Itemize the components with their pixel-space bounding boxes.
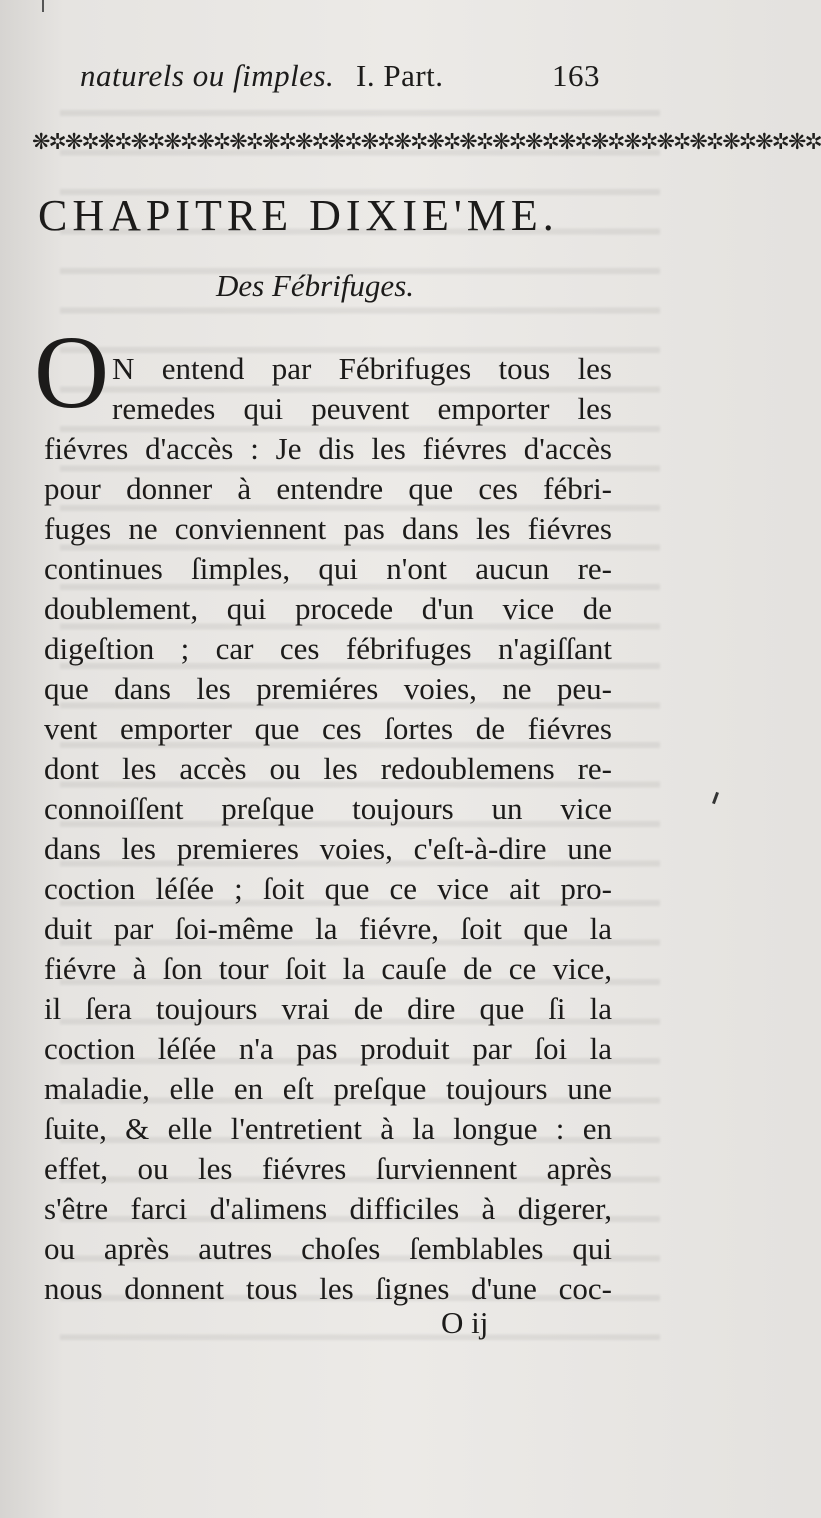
- text-line: vent emporter que ces ſortes de fiévres: [44, 711, 612, 746]
- text-line: ou après autres choſes ſemblables qui: [44, 1231, 612, 1266]
- text-line: dont les accès ou les redoublemens re-: [44, 751, 612, 786]
- chapter-title: CHAPITRE DIXIE'ME.: [38, 191, 559, 240]
- text-line: duit par ſoi-même la fiévre, ſoit que la: [44, 911, 612, 946]
- signature-mark: O ij: [441, 1305, 489, 1340]
- text-line: connoiſſent preſque toujours un vice: [44, 791, 612, 826]
- text-line: s'être farci d'alimens difficiles à digerer,: [44, 1191, 612, 1226]
- page-mark: [42, 0, 44, 12]
- text-line: que dans les premiéres voies, ne peu-: [44, 671, 612, 706]
- text-line: dans les premieres voies, c'eſt-à-dire une: [44, 831, 612, 866]
- running-head: [80, 48, 600, 98]
- text-line: effet, ou les fiévres ſurviennent après: [44, 1151, 612, 1186]
- running-head-part: I. Part.: [356, 58, 444, 93]
- running-head-title: naturels ou ſimples.: [80, 58, 335, 93]
- text-line: maladie, elle en eſt preſque toujours une: [44, 1071, 612, 1106]
- text-line: coction léſée ; ſoit que ce vice ait pro-: [44, 871, 612, 906]
- text-line: il ſera toujours vrai de dire que ſi la: [44, 991, 612, 1026]
- text-line: N entend par Fébrifuges tous les: [112, 351, 612, 386]
- drop-cap: O: [34, 315, 110, 430]
- text-line: pour donner à entendre que ces fébri-: [44, 471, 612, 506]
- chapter-subtitle: Des Fébrifuges.: [215, 268, 415, 303]
- text-line: fuges ne conviennent pas dans les fiévres: [44, 511, 612, 546]
- text-line: ſuite, & elle l'entretient à la longue : en: [44, 1111, 612, 1146]
- text-line: digeſtion ; car ces fébrifuges n'agiſſant: [44, 631, 612, 666]
- text-line: remedes qui peuvent emporter les: [112, 391, 612, 426]
- headpiece-ornament: ❋✲❋✲❋✲❋✲❋✲❋✲❋✲❋✲❋✲❋✲❋✲❋✲❋✲❋✲❋✲❋✲❋✲❋✲❋✲❋✲❋✲❋✲❋✲❋✲: [32, 130, 821, 155]
- text-line: doublement, qui procede d'un vice de: [44, 591, 612, 626]
- text-line: continues ſimples, qui n'ont aucun re-: [44, 551, 612, 586]
- text-line: coction léſée n'a pas produit par ſoi la: [44, 1031, 612, 1066]
- text-line: nous donnent tous les ſignes d'une coc-: [44, 1271, 612, 1306]
- text-line: fiévres d'accès : Je dis les fiévres d'accès: [44, 431, 612, 466]
- page-number: 163: [552, 58, 600, 93]
- text-line: fiévre à ſon tour ſoit la cauſe de ce vice,: [44, 951, 612, 986]
- ink-speck: [712, 792, 719, 804]
